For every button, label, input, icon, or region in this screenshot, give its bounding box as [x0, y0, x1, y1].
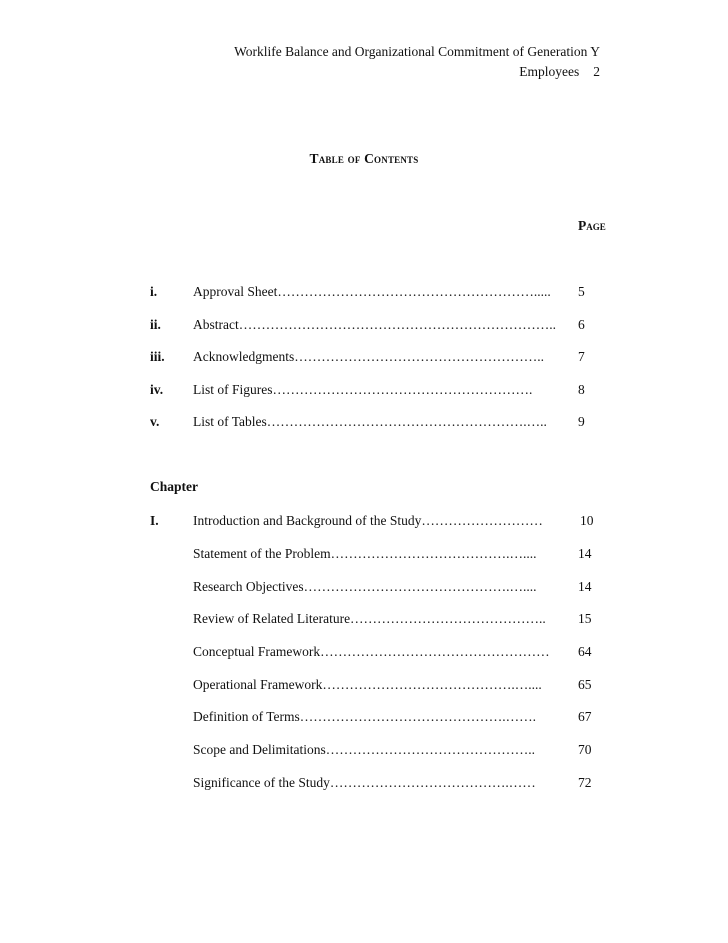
- toc-section-title: Operational Framework…………………………………….…....: [193, 677, 542, 692]
- toc-row-number: ii.: [150, 317, 161, 332]
- toc-section-page: 15: [578, 611, 592, 626]
- toc-row-page: 6: [578, 317, 585, 332]
- header-page-number: 2: [593, 64, 600, 79]
- toc-chapter-title: Introduction and Background of the Study………………………: [193, 513, 543, 528]
- toc-chapter-page: 10: [580, 513, 594, 528]
- toc-section-title: Definition of Terms……………………………………….…….: [193, 709, 537, 724]
- toc-section-page: 67: [578, 709, 592, 724]
- toc-row-title: Acknowledgments………………………………………………..: [193, 349, 544, 364]
- toc-row-number: v.: [150, 414, 160, 429]
- running-header: [150, 42, 600, 82]
- toc-section-title: Review of Related Literature……………………………………..: [193, 611, 546, 626]
- toc-row-page: 8: [578, 382, 585, 397]
- toc-section-page: 72: [578, 775, 592, 790]
- header-title-line1: Worklife Balance and Organizational Commitment of Generation Y: [234, 44, 600, 59]
- toc-row-page: 5: [578, 284, 585, 299]
- toc-section-title: Statement of the Problem………………………………….…....: [193, 546, 537, 561]
- toc-section-title: Scope and Delimitations………………………………………..: [193, 742, 535, 757]
- header-title-line2-text: Employees: [519, 64, 580, 79]
- toc-section-page: 65: [578, 677, 592, 692]
- toc-row-number: iii.: [150, 349, 165, 364]
- toc-row-number: i.: [150, 284, 158, 299]
- toc-title: Table of Contents: [309, 151, 419, 166]
- toc-section-row: [150, 610, 620, 628]
- toc-section-page: 70: [578, 742, 592, 757]
- toc-row-page: 7: [578, 349, 585, 364]
- toc-section-title: Research Objectives……………………………………….…....: [193, 579, 537, 594]
- toc-row-title: List of Figures………………………………………………….: [193, 382, 533, 397]
- header-title-line2: [150, 62, 600, 82]
- toc-row-title: List of Tables………………………………………………….…..: [193, 414, 547, 429]
- toc-row-title: Approval Sheet………………………………………………….....: [193, 284, 551, 299]
- toc-section-row: [150, 643, 620, 661]
- toc-section-row: [150, 676, 620, 694]
- toc-chapter-number: I.: [150, 513, 159, 528]
- toc-section-page: 14: [578, 546, 592, 561]
- page-column-label: Page: [578, 218, 606, 233]
- toc-row: [150, 316, 620, 334]
- toc-section-row: [150, 578, 620, 596]
- toc-row: [150, 348, 620, 366]
- toc-section-page: 64: [578, 644, 592, 659]
- toc-section-row: [150, 545, 620, 563]
- toc-section-title: Conceptual Framework……………………………………………: [193, 644, 550, 659]
- toc-chapter-row: [150, 512, 620, 530]
- toc-section-row: [150, 741, 620, 759]
- toc-row: [150, 413, 620, 431]
- toc-section-title: Significance of the Study………………………………….……: [193, 775, 536, 790]
- toc-section-page: 14: [578, 579, 592, 594]
- toc-row-number: iv.: [150, 382, 164, 397]
- toc-row-page: 9: [578, 414, 585, 429]
- toc-section-row: [150, 774, 620, 792]
- toc-row: [150, 381, 620, 399]
- toc-row-title: Abstract……………………………………………………………..: [193, 317, 556, 332]
- toc-row: [150, 283, 620, 301]
- toc-section-row: [150, 708, 620, 726]
- chapter-heading: Chapter: [150, 479, 198, 494]
